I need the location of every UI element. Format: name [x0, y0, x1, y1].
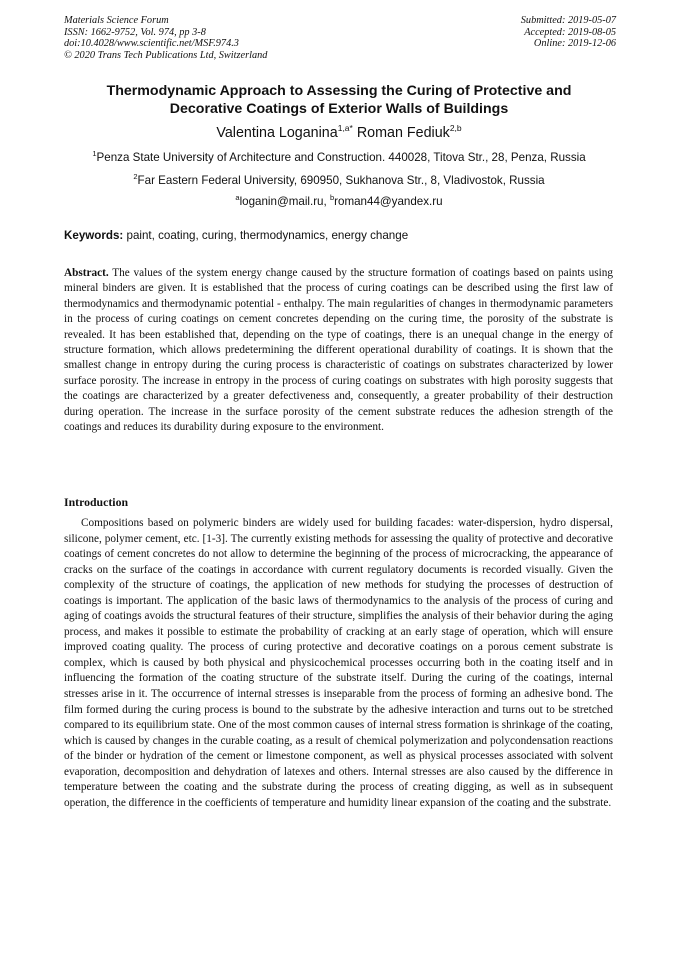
author-2-affiliation: 2,b — [449, 123, 462, 133]
publication-dates — [521, 15, 616, 50]
journal-copyright: © 2020 Trans Tech Publications Ltd, Switzerland — [64, 49, 268, 61]
author-1-affiliation: 1,a* — [337, 123, 353, 133]
journal-issn: ISSN: 1662-9752, Vol. 974, pp 3-8 — [64, 26, 206, 38]
email-a-marker: a — [235, 193, 240, 202]
affiliation-2-marker: 2 — [133, 172, 138, 181]
author-list — [0, 124, 678, 142]
affiliation-1-marker: 1 — [92, 149, 97, 158]
email-b-marker: b — [329, 193, 335, 202]
author-emails — [0, 195, 678, 209]
affiliation-1-text: Penza State University of Architecture and Construction. 440028, Titova Str., 28, Penza, Russia — [96, 151, 586, 164]
journal-name: Materials Science Forum — [64, 15, 169, 26]
keywords-label: Keywords: — [64, 229, 124, 242]
introduction-heading: Introduction — [64, 495, 129, 509]
accepted-date: Accepted: 2019-08-05 — [524, 26, 616, 38]
email-a[interactable]: loganin@mail.ru, — [239, 195, 327, 208]
author-1: Valentina Loganina — [216, 125, 338, 141]
submitted-date: Submitted: 2019-05-07 — [520, 15, 616, 26]
online-date: Online: 2019-12-06 — [533, 38, 616, 50]
keywords — [64, 229, 408, 243]
abstract-label: Abstract. — [64, 267, 109, 279]
email-b[interactable]: roman44@yandex.ru — [334, 195, 443, 208]
abstract — [64, 266, 613, 435]
abstract-text: The values of the system energy change caused by the structure formation of coatings based on paints using mineral binders are given. It is established that the process of curing coatings can be described using the first law of thermodynamics and thermodynamic potential - enthalpy. The main regularities of changes in thermodynamic parameters in the process of curing coatings on cement concretes depending on the curing time, the porosity of the substrate is revealed. It has been established that, depending on the type of coatings, there is an unequal change in the energy of structure formation, which allows predetermining the different operational durability of coatings. It is shown that the smallest change in entropy during the curing process is characteristic of coatings on substrates characterized by lower surface porosity. The increase in entropy in the process of curing coatings on substrates with high porosity suggests that the coatings are characterized by a greater defectiveness and, consequently, a greater probability of their destruction during operation. The increase in the surface porosity of the cement substrate reduces the adhesion strength of the coatings and reduces its durability during exposure to the environment. — [64, 267, 613, 434]
paper-title — [40, 82, 638, 118]
journal-doi[interactable]: doi:10.4028/www.scientific.net/MSF.974.3 — [64, 38, 239, 50]
author-2: Roman Fediuk — [356, 125, 450, 141]
journal-info — [64, 15, 267, 61]
affiliation-1 — [0, 151, 678, 165]
title-line-1: Thermodynamic Approach to Assessing the Curing of Protective and — [106, 83, 572, 99]
keywords-text: paint, coating, curing, thermodynamics, energy change — [126, 229, 409, 242]
introduction-body: Compositions based on polymeric binders are widely used for building facades: water-dispersion, hydro dispersal, silicone, polymer cement, etc. [1-3]. The currently existing methods for assessing the quality of protective and decorative coatings of cement concretes do not allow to determine the beginning of the process of microcracking, the appearance of cracks on the surface of the coatings in accordance with current regulatory documents is recorded visually. Given the complexity of the structure of coatings, the application of new methods for studying the processes of destruction of coatings is important. The application of the basic laws of thermodynamics to the analysis of the process of curing and aging of coatings avoids the structural features of their structure, simplifies the analysis of their behavior during the aging process, and makes it possible to estimate the probability of cracking at an early stage of operation, which will ensure improved coating quality. The process of curing protective and decorative coatings on a porous cement substrate is complex, which is caused by both physical and physicochemical processes occurring both in the coating itself and in influencing the formation of the coating structure of the substrate itself. During the curing of the coatings, internal stresses arise in it. The occurrence of internal stresses is inseparable from the process of forming an adhesive bond. The film formed during the curing process is bound to the substrate by the adhesive interaction and turns out to be stretched compared to its equilibrium state. One of the most common causes of internal stress formation is shrinkage of the coating, which is caused by changes in the curable coating, as a result of chemical polymerization and polycondensation reactions of the binder or hydration of the cement or limestone component, as well as physical processes associated with solvent evaporation, decomposition and dehydration of latexes and others. Internal stresses are also caused by the difference in temperature between the coating and the substrate during the process of creating digging, as well as in subsequent operation, the difference in the coefficients of temperature and humidity linear expansion of the coating and the substrate. — [64, 517, 613, 809]
affiliation-2-text: Far Eastern Federal University, 690950, Sukhanova Str., 8, Vladivostok, Russia — [137, 174, 545, 187]
affiliation-2 — [0, 174, 678, 188]
title-line-2: Decorative Coatings of Exterior Walls of Buildings — [169, 101, 509, 117]
